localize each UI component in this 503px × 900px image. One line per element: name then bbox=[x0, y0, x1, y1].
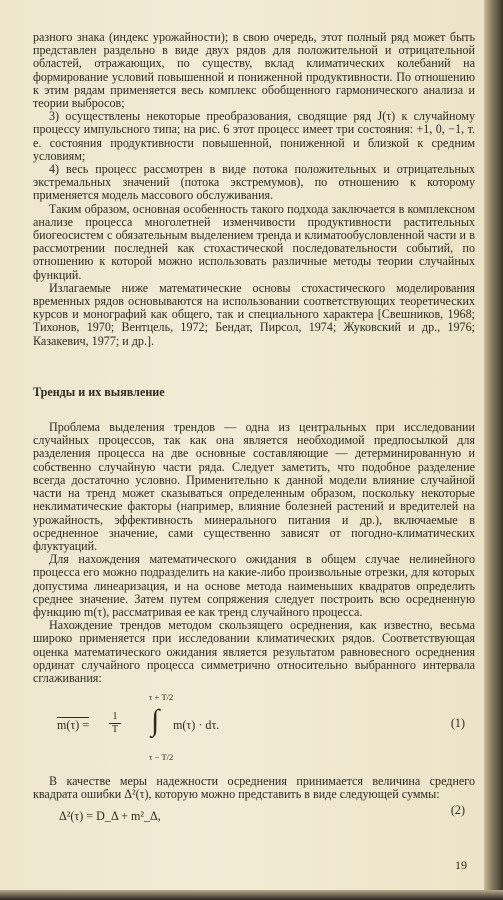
paragraph: Таким образом, основная особенность такого подхода заключается в комплексном анализе процесса многолетней изменчивости продуктивности растительных биогеосистем с обязательным выделением тренда и климатообусловленной части и в рассмотрении последней как стохастической последовательности событий, по отношению к которой можно использовать различные методы теории случайных функций. bbox=[33, 201, 475, 282]
paragraph: Нахождение трендов методом скользящего осреднения, как известно, весьма широко применяется при исследовании климатических рядов. Соответствующая оценка математического ожидания является результатом равновесного осреднения ординат случайного процесса симметрично относительно выбранного интервала сглаживания: bbox=[33, 618, 475, 685]
formula-number: (1) bbox=[450, 716, 465, 731]
paragraph: Излагаемые ниже математические основы стохастического моделирования временных рядов основываются на использовании соответствующих теоретических курсов и монографий как общего, так и специального характера [Свешников, 1968; Тихонов, 1970; Вентцель, 1972; Бендат, Пирсол, 1974; Жуковский и др., 1976; Казакевич, 1977; и др.]. bbox=[33, 280, 475, 348]
book-spine-shadow bbox=[484, 0, 503, 900]
integral-upper-limit: τ + T/2 bbox=[149, 692, 174, 703]
paragraph: Проблема выделения трендов — одна из центральных при исследовании случайных процессов, так как она является необходимой предпосылкой для разделения процесса на две основные составляющие — детерминированную и собственно случайную части ряда. Следует заметить, что подобное разделение всегда достаточно условно. Применительно к данной модели влияние случайной части на тренд может сказываться определенным образом, поскольку некоторые неклиматические факторы (например, влияние болезней растений и вредителей на урожайность, эффективность минерального питания и др.), включаемые в осредненное значение, сами существенно зависят от погодно-климатических флуктуаций. bbox=[33, 420, 475, 553]
formula-expression: Δ²(τ) = D_Δ + m²_Δ, bbox=[59, 808, 161, 823]
formula-coefficient bbox=[109, 711, 121, 736]
page-bottom-edge bbox=[0, 890, 503, 900]
section-heading: Тренды и их выявление bbox=[33, 384, 165, 399]
coefficient-numerator: 1 bbox=[112, 711, 118, 723]
paragraph: 4) весь процесс рассмотрен в виде потока положительных и отрицательных экстремальных значений (потока экстремумов), по отношению к которому применяется модель массового обслуживания. bbox=[33, 162, 475, 203]
formula-error bbox=[33, 802, 475, 828]
paragraph: разного знака (индекс урожайности); в свою очередь, этот полный ряд может быть представлен раздельно в виде двух рядов для положительной и отрицательной областей, отражающих, по существу, вклад климатических колебаний на формирование условий повышенной и пониженной продуктивности. По отношению к этим рядам применяется весь комплекс обобщенного гармонического анализа и теории выбросов; bbox=[33, 30, 475, 111]
page-text-block bbox=[33, 31, 475, 828]
integral-sign: ∫ bbox=[151, 704, 160, 738]
page-number: 19 bbox=[455, 858, 467, 872]
formula-integrand: m(τ) · dτ. bbox=[173, 718, 220, 733]
paragraph: Для нахождения математического ожидания в общем случае нелинейного процесса его можно подразделить на какие-либо произвольные отрезки, для которых допустима линеаризация, и на основе метода наименьших квадратов определить среднее значение. Затем путем сопряжения следует построить всю осредненную функцию m(τ), рассматривая ее как тренд случайного процесса. bbox=[33, 552, 475, 619]
paragraph: В качестве меры надежности осреднения принимается величина среднего квадрата ошибки Δ²(τ), которую можно представить в виде следующей суммы: bbox=[33, 774, 475, 802]
formula-moving-average bbox=[33, 691, 475, 767]
formula-number: (2) bbox=[450, 802, 465, 817]
coefficient-denominator: T bbox=[109, 723, 121, 736]
integral-lower-limit: τ − T/2 bbox=[149, 752, 174, 763]
paragraph: 3) осуществлены некоторые преобразования, сводящие ряд J(τ) к случайному процессу импульсного типа; на рис. 6 этот процесс имеет три состояния: +1, 0, −1, т. е. состояния продуктивности повышенной, пониженной и близкой к средним условиям; bbox=[33, 109, 475, 163]
formula-lhs: m(τ) = bbox=[57, 718, 90, 733]
